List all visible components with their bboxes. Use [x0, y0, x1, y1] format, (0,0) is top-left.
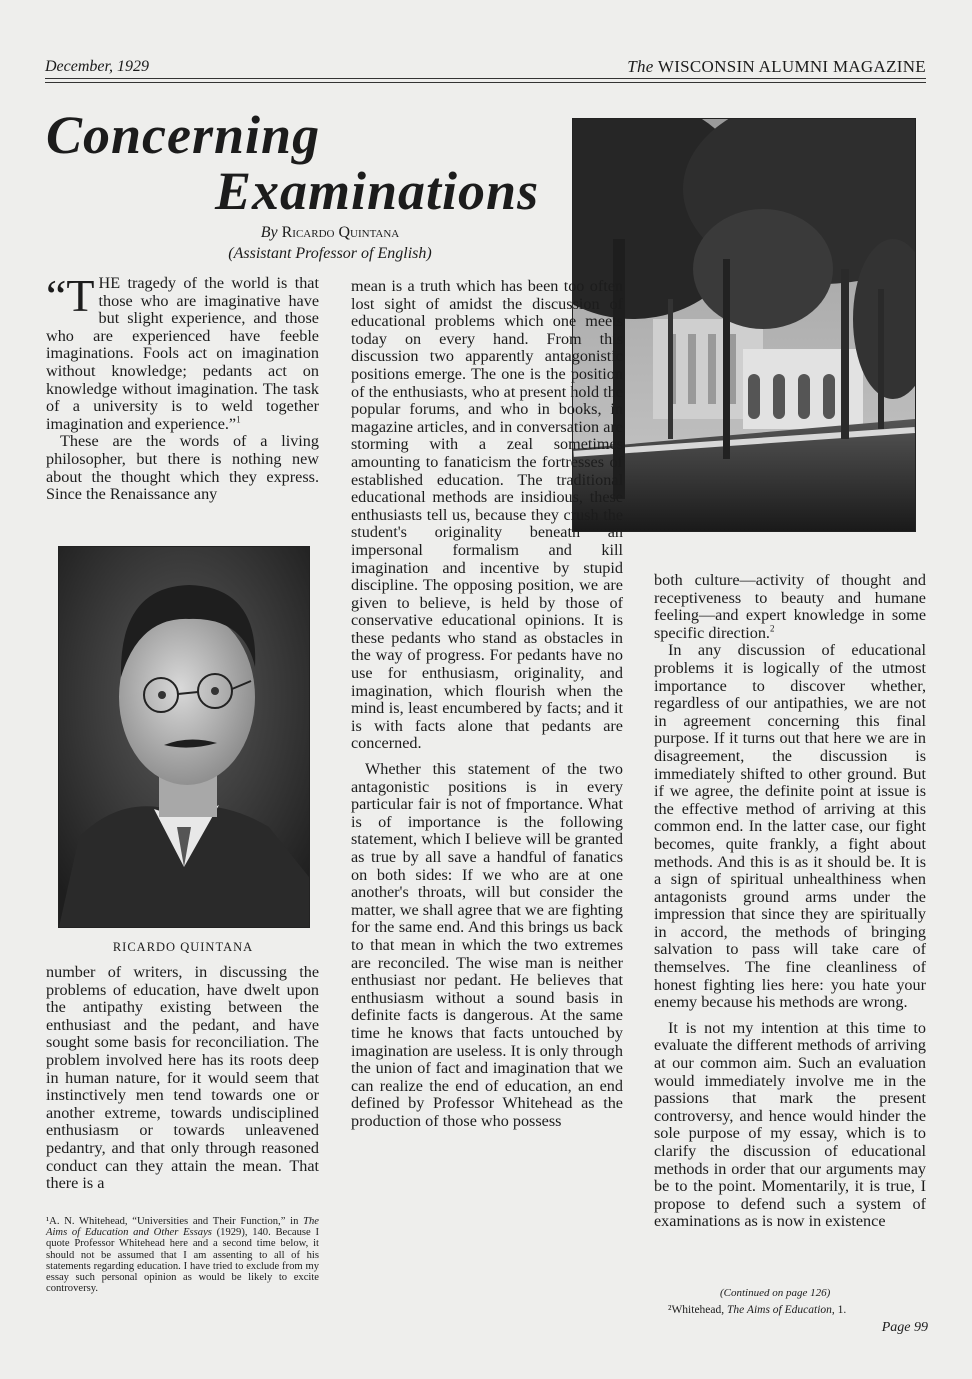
author-portrait	[58, 546, 310, 928]
footnote-2-text-a: ²Whitehead,	[668, 1304, 728, 1316]
header-rule-top	[45, 78, 926, 79]
footnote-2	[668, 1304, 846, 1316]
magazine-the: The	[627, 57, 654, 76]
col3-paragraph-1-text: both culture—activity of thought and receptiveness to beauty and humane feeling—and expert knowledge in some specific direction.	[654, 571, 926, 642]
footnote-2-text-b: , 1.	[831, 1304, 847, 1316]
footnote-ref-1: 1	[236, 414, 241, 425]
byline	[200, 222, 460, 264]
col2-paragraph-1: mean is a truth which has been too often lost sight of amidst the discussion of educational problems which one meets today on every hand. From this discussion two apparently antagonistic positions emerge. The one is the position of the enthusiasts, who at present hold the popular forums, and who in books, in magazine articles, and in conversation are storming with a zeal sometimes amounting to fanaticism the fortresses of established education. The traditional educational methods are insidious, these enthusiasts tell us, because they crush the student's originality beneath an impersonal formalism and kill imagination and incentive by stupid discipline. The opposing position, we are given to believe, is held by those of conservative educational opinions. It is these pedants who stand as obstacles in the way of progress. For pedants have no use for enthusiasm, originality, and imagination, which flourish when the mind is, least encumbered by facts; and it is with facts alone that pedants are concerned.	[351, 277, 623, 753]
col3-paragraph-1	[654, 572, 926, 642]
campus-photo-image	[573, 119, 915, 531]
author-title: (Assistant Professor of English)	[228, 245, 432, 262]
author-portrait-image	[59, 547, 309, 927]
col1-paragraph-1	[46, 270, 319, 433]
drop-cap: “T	[46, 270, 95, 321]
campus-photo	[572, 118, 916, 532]
footnote-ref-2: 2	[769, 623, 775, 634]
footnote-1	[46, 1216, 319, 1294]
issue-date: December, 1929	[45, 58, 149, 75]
continued-note: (Continued on page 126)	[720, 1287, 831, 1299]
column-3	[654, 572, 926, 1231]
column-1-bottom	[46, 964, 319, 1193]
col1-paragraph-1-text: HE tragedy of the world is that those who are imaginative have but slight experience, and those who are experienced have feeble imaginations. Fools act on imagination without knowledge; pedants act on knowledge without imagination. The task of a university is to weld together imagination and experience.”	[46, 274, 319, 433]
byline-by: By	[260, 224, 278, 241]
footnote-1-book-title: The Aims of Education and Other Essays	[46, 1216, 319, 1239]
col3-paragraph-2: In any discussion of educational problems it is logically of the utmost importance to discover whether, regardless of our antipathies, we are not in agreement concerning this final purpose. If it turns out that here we are in disagreement, the discussion is immediately shifted to other ground. But if we agree, the definite point at issue is the effective method of arriving at this common end. In the latter case, our fight becomes, quite frankly, a fight about methods. And this is as it should be. It is a sign of spiritual unhealthiness when antagonists ground arms under the impression that since they are spiritually in accord, the methods of bringing salvation to pass will take care of themselves. The fine cleanliness of honest fighting lies here: you hate your enemy because his methods are wrong.	[654, 641, 926, 1012]
page-number: Page 99	[881, 1320, 928, 1335]
author-name: Ricardo Quintana	[281, 224, 400, 241]
magazine-title: WISCONSIN ALUMNI MAGAZINE	[657, 57, 926, 76]
portrait-caption: RICARDO QUINTANA	[112, 940, 254, 954]
column-1-top	[46, 270, 319, 504]
column-2	[351, 278, 623, 1131]
magazine-name	[627, 57, 926, 77]
col2-paragraph-2: Whether this statement of the two antagonistic positions is in every particular fair is not of fmportance. What is of importance is the following statement, which I believe will be granted as true by all save a handful of fanatics on both sides: If we who are at one another's throats, will but consider the matter, we shall agree that we are fighting for the same end. And this brings us back to that mean in which the two extremes are reconciled. The wise man is neither enthusiast nor pedant. He believes that enthusiasm without a sound basis in definite facts is dangerous. At the same time he knows that facts untouched by imagination are useless. It is only through the union of fact and imagination that we can realize the end of education, an end defined by Professor Whitehead as the production of those who possess	[351, 760, 623, 1130]
article-title-line1: Concerning	[46, 105, 321, 165]
header-rule-bottom	[45, 82, 926, 83]
col1-paragraph-3: number of writers, in discussing the problems of education, have dwelt upon the antipathy existing between the enthusiast and the pedant, and have sought some basis for reconciliation. The problem involved here has its roots deep in human nature, for it would seem that instinctively men tend towards one or another extreme, towards undisciplined enthusiasm or towards unleavened pedantry, and that only through reasoned conduct can they attain the mean. That there is a	[46, 963, 319, 1193]
col1-paragraph-2: These are the words of a living philosopher, but there is nothing new about the thought which they express. Since the Renaissance any	[46, 432, 319, 504]
footnote-1-text-b: (1929), 140. Because I quote Professor Whitehead here and a second time below, it should not be assumed that I am assenting to all of his statements regarding education. I have tried to exclude from my essay such personal opinion as would be likely to excite controversy.	[46, 1227, 319, 1295]
footnote-2-book-title: The Aims of Education	[727, 1304, 832, 1316]
col3-paragraph-3: It is not my intention at this time to evaluate the different methods of arriving at our common aim. Such an evaluation would immediately involve me in the passions that mark the present controversy, and hence would hinder the sole purpose of my essay, which is to clarify the discussion of educational methods in order that our arguments may be to the point. Momentarily, it is true, I propose to defend such a system of examinations as is now in existence	[654, 1018, 926, 1231]
article-title-line2: Examinations	[215, 161, 540, 221]
footnote-1-text-a: ¹A. N. Whitehead, “Universities and Their Function,” in	[46, 1216, 304, 1227]
